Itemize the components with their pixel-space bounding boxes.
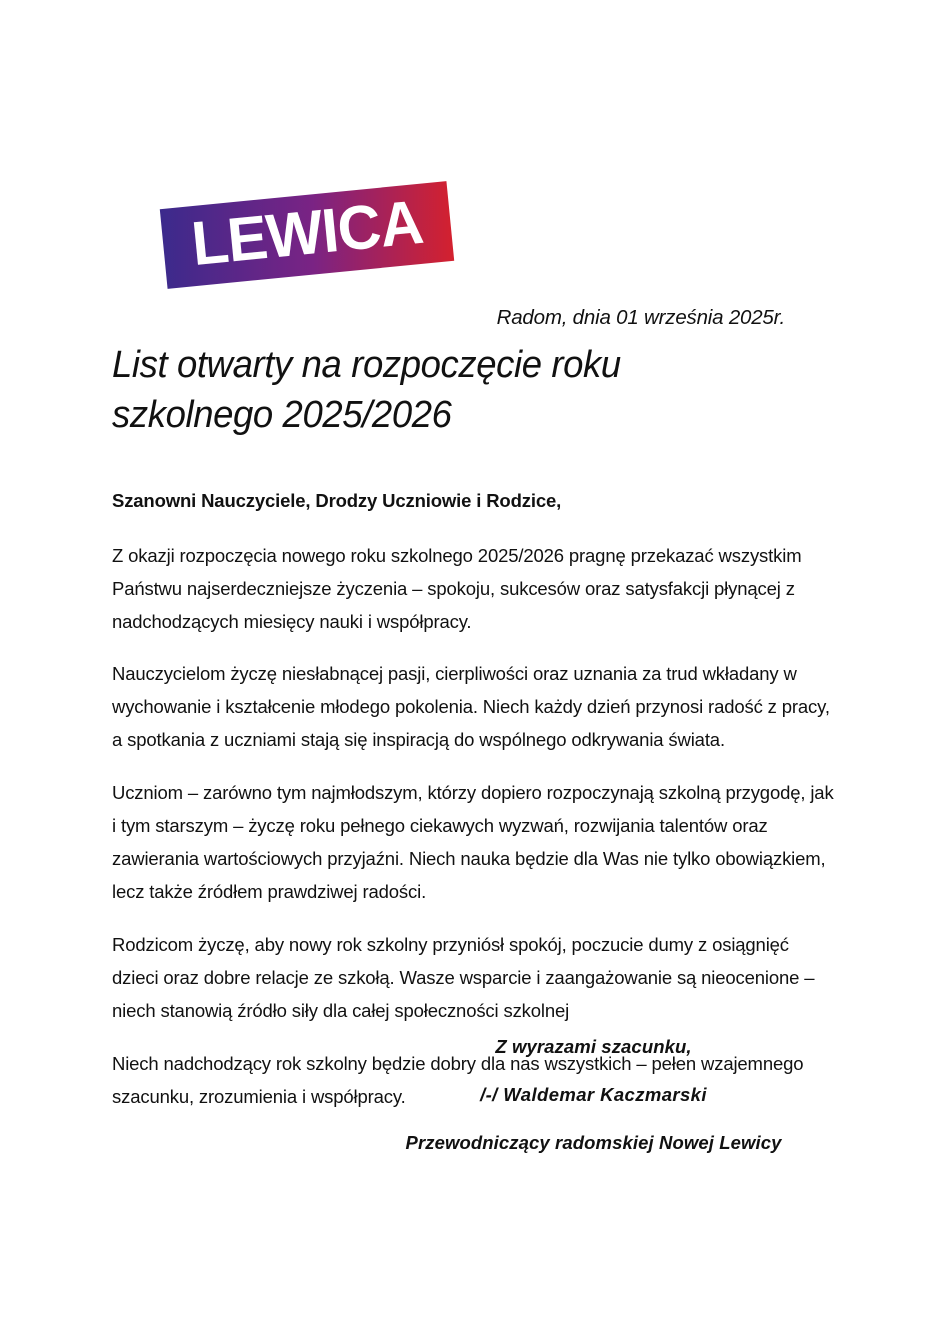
paragraph-4: Rodzicom życzę, aby nowy rok szkolny przyniósł spokój, poczucie dumy z osiągnięć dzieci oraz dobre relacje ze szkołą. Wasze wsparcie i zaangażowanie są nieocenione – niech stanowią źródło siły dla całej społeczności szkolnej (112, 933, 815, 1021)
lewica-logo-text: LEWICA (188, 187, 426, 279)
page-title: List otwarty na rozpoczęcie roku szkolnego 2025/2026 (112, 344, 621, 437)
signature-role: Przewodniczący radomskiej Nowej Lewicy (405, 1132, 782, 1153)
letter-body (112, 487, 840, 1114)
paragraph-5: Niech nadchodzący rok szkolny będzie dobry dla nas wszystkich – pełen wzajemnego szacunku, zrozumienia i współpracy. (112, 1052, 804, 1107)
paragraph-1: Z okazji rozpoczęcia nowego roku szkolnego 2025/2026 pragnę przekazać wszystkim Państwu najserdeczniejsze życzenia – spokoju, sukcesów oraz satysfakcji płynącej z nadchodzących miesięcy nauki i współpracy. (112, 544, 802, 632)
paragraph-2: Nauczycielom życzę niesłabnącej pasji, cierpliwości oraz uznania za trud wkładany w wychowanie i kształcenie młodego pokolenia. Niech każdy dzień przynosi radość z pracy, a spotkania z uczniami stają się inspiracją do wspólnego odkrywania świata. (112, 663, 830, 751)
signature-block (112, 1036, 950, 1154)
salutation: Szanowni Nauczyciele, Drodzy Uczniowie i Rodzice, (112, 490, 562, 511)
date-line: Radom, dnia 01 września 2025r. (496, 306, 785, 329)
signature-closing: Z wyrazami szacunku, (495, 1036, 692, 1057)
lewica-logo (163, 183, 451, 286)
signature-name: /-/ Waldemar Kaczmarski (480, 1084, 707, 1105)
lewica-logo-plate (160, 181, 454, 289)
paragraph-3: Uczniom – zarówno tym najmłodszym, którzy dopiero rozpoczynają szkolną przygodę, jak i tym starszym – życzę roku pełnego ciekawych wyzwań, rozwijania talentów oraz zawierania wartościowych przyjaźni. Niech nauka będzie dla Was nie tylko obowiązkiem, lecz także źródłem prawdziwej radości. (112, 782, 834, 902)
